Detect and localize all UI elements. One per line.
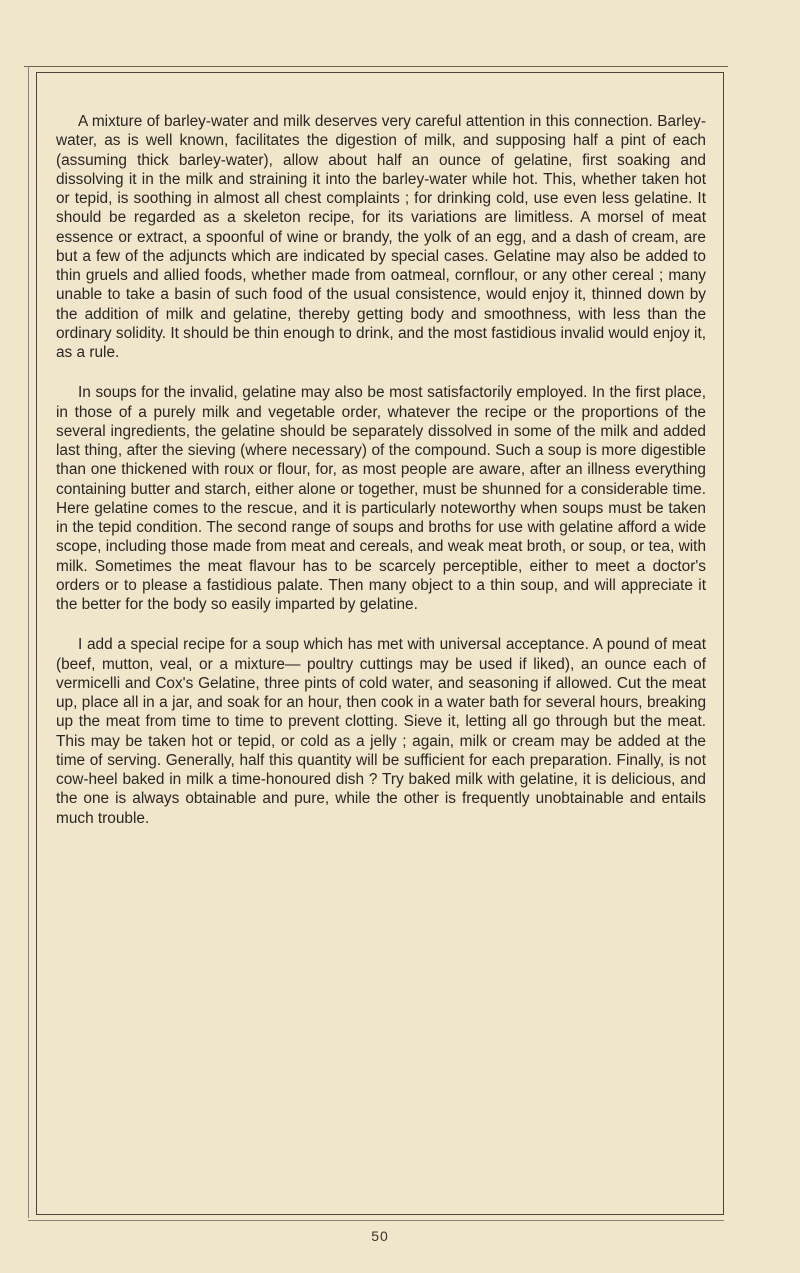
frame-rule-left <box>28 66 29 1218</box>
paragraph-special-recipe: I add a special recipe for a soup which has met with universal acceptance. A pound of meat (beef, mutton, veal, or a mixture— poultry cuttings may be used if liked), an ounce each of vermicelli and Cox's Gelatine, three pints of cold water, and seasoning if allowed. Cut the meat up, place all in a jar, and soak for an hour, then cook in a water bath for several hours, breaking up the meat from time to time to prevent clotting. Sieve it, letting all go through but the meat. This may be taken hot or tepid, or cold as a jelly ; again, milk or cream may be added at the time of serving. Generally, half this quantity will be sufficient for each preparation. Finally, is not cow-heel baked in milk a time-honoured dish ? Try baked milk with gelatine, it is delicious, and the one is always obtainable and pure, while the other is frequently unobtainable and entails much trouble. <box>56 636 706 827</box>
paragraph-soups: In soups for the invalid, gelatine may also be most satisfactorily employed. In the first place, in those of a purely milk and vegetable order, whatever the recipe or the proportions of the several ingredients, the gelatine should be separately dissolved in some of the milk and added last thing, after the sieving (where necessary) of the compound. Such a soup is more digestible than one thickened with roux or flour, for, as most people are aware, after an illness everything containing butter and starch, either alone or together, must be shunned for a considerable time. Here gelatine comes to the rescue, and it is particularly noteworthy when soups must be taken in the tepid condition. The second range of soups and broths for use with gelatine afford a wide scope, including those made from meat and cereals, and weak meat broth, or soup, or tea, with milk. Sometimes the meat flavour has to be scarcely perceptible, either to meet a doctor's orders or to please a fastidious palate. Then many object to a thin soup, and will appreciate it the better for the body so easily imparted by gelatine. <box>56 384 706 613</box>
text-column <box>56 112 706 849</box>
paragraph-barley-water: A mixture of barley-water and milk deserves very careful attention in this connection. Barley-water, as is well known, facilitates the digestion of milk, and supposing half a pint of each (assuming thick barley-water), allow about half an ounce of gelatine, first soaking and dissolving it in the milk and straining it into the barley-water while hot. This, whether taken hot or tepid, is soothing in almost all chest complaints ; for drinking cold, use even less gelatine. It should be regarded as a skeleton recipe, for its variations are limitless. A morsel of meat essence or extract, a spoonful of wine or brandy, the yolk of an egg, and a dash of cream, are but a few of the adjuncts which are indicated by special cases. Gelatine may also be added to thin gruels and allied foods, whether made from oatmeal, cornflour, or any other cereal ; many unable to take a basin of such food of the usual consistence, would enjoy it, thinned down by the addition of milk and gelatine, thereby getting body and smoothness, with less than the ordinary solidity. It should be thin enough to drink, and the most fastidious invalid would enjoy it, as a rule. <box>56 113 706 361</box>
frame-rule-top <box>24 66 728 67</box>
page-number: 50 <box>371 1228 389 1244</box>
frame-rule-bottom <box>28 1220 724 1221</box>
